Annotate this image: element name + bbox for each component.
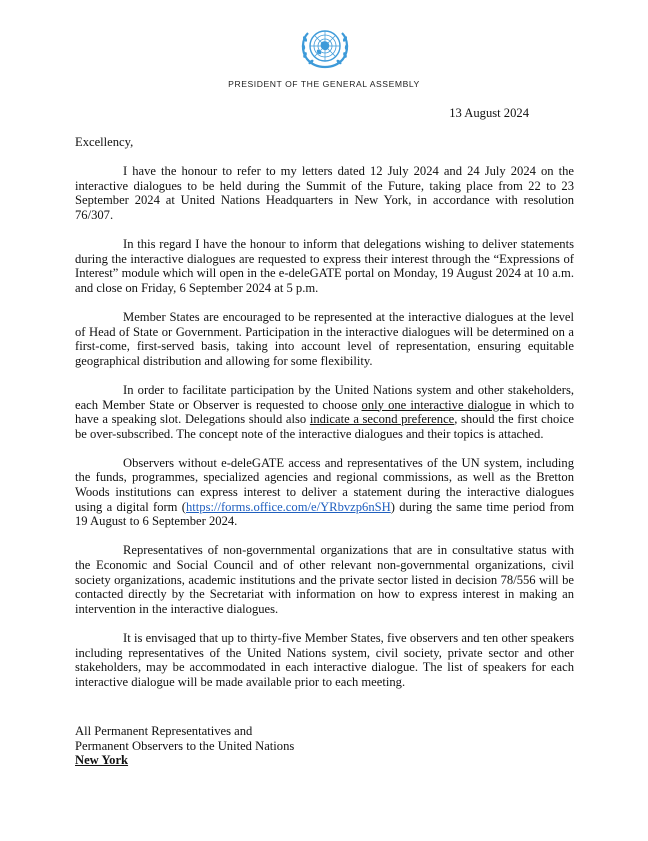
emphasis-one-dialogue: only one interactive dialogue [361, 397, 512, 412]
salutation: Excellency, [75, 135, 134, 149]
letter-date: 13 August 2024 [449, 106, 529, 120]
paragraph-7: It is envisaged that up to thirty-five Member States, five observers and ten other speakers including representatives of the United Nations system, civil society, private sector and other stakeholders, may be accommodated in each interactive dialogue. The list of speakers for each interactive dialogue will be made available prior to each meeting. [75, 631, 574, 689]
addressee-line-2: Permanent Observers to the United Nations [75, 738, 295, 753]
un-emblem-icon [297, 25, 353, 71]
paragraph-4-text: in which to have a speaking slot. Delegations should also [75, 397, 574, 427]
paragraph-5-text: Observers without e-deleGATE access and representatives of the UN system, including the funds, programmes, specialized agencies and regional commissions, as well as the Bretton Woods institutions can express interest to deliver a statement during the interactive dialogues using a digital form ( [75, 455, 574, 514]
paragraph-4-text: In order to facilitate participation by the United Nations system and other stakeholders, each Member State or Observer is requested to choose [75, 382, 574, 412]
paragraph-1: I have the honour to refer to my letters dated 12 July 2024 and 24 July 2024 on the interactive dialogues to be held during the Summit of the Future, taking place from 22 to 23 September 2024 at United Nations Headquarters in New York, in accordance with resolution 76/307. [75, 164, 574, 222]
letter-body [75, 164, 574, 704]
paragraph-2: In this regard I have the honour to inform that delegations wishing to deliver statements during the interactive dialogues are requested to express their interest through the “Expressions of Interest” module which will open in the e-deleGATE portal on Monday, 19 August 2024 at 10 a.m. and close on Friday, 6 September 2024 at 5 p.m. [75, 236, 574, 295]
digital-form-link[interactable]: https://forms.office.com/e/YRbvzp6nSH [186, 499, 391, 514]
addressee-city: New York [75, 753, 129, 768]
emphasis-second-preference: indicate a second preference [309, 412, 455, 427]
paragraph-4-text: , should the first choice be over-subscribed. The concept note of the interactive dialogues and their topics is attached. [75, 412, 574, 441]
addressee-block [75, 724, 294, 768]
paragraph-6: Representatives of non-governmental organizations that are in consultative status with the Economic and Social Council and of other relevant non-governmental organizations, civil society organizations, academic institutions and the private sector listed in decision 78/556 will be contacted directly by the Secretariat with information on how to express interest in making an intervention in the interactive dialogues. [75, 543, 574, 616]
paragraph-5-text: ) during the same time period from 19 August to 6 September 2024. [75, 499, 575, 529]
paragraph-3: Member States are encouraged to be represented at the interactive dialogues at the level of Head of State or Government. Participation in the interactive dialogues will be determined on a first-come, first-served basis, taking into account level of representation, ensuring equitable geographical distribution and allowing for some flexibility. [75, 309, 574, 368]
paragraph-5 [75, 456, 574, 529]
addressee-line-1: All Permanent Representatives and [75, 724, 253, 738]
paragraph-4 [75, 383, 574, 441]
letterhead-title: PRESIDENT OF THE GENERAL ASSEMBLY [228, 79, 420, 89]
